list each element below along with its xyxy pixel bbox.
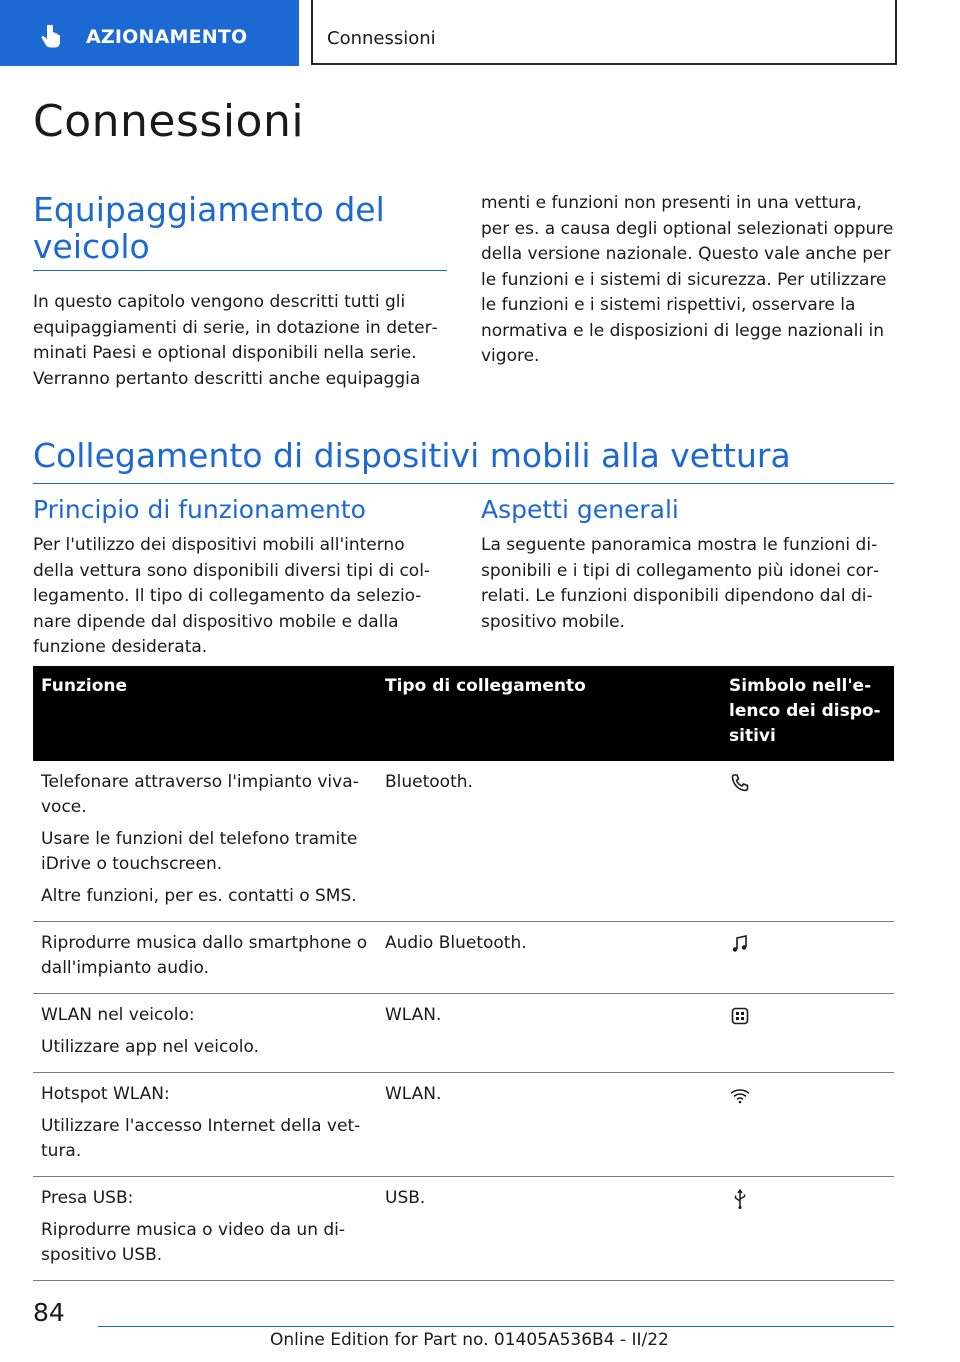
music-note-icon	[729, 933, 751, 955]
table-header-row	[33, 666, 894, 761]
funzione-line: Altre funzioni, per es. contatti o SMS.	[41, 886, 357, 906]
funzione-cell	[33, 922, 377, 994]
simbolo-cell	[721, 1177, 894, 1281]
equipment-rule	[33, 270, 447, 271]
usb-icon	[729, 1188, 751, 1210]
touch-hand-icon	[36, 22, 66, 52]
equipment-heading-line2: veicolo	[33, 227, 150, 266]
connection-heading: Collegamento di dispositivi mobili alla vettura	[33, 436, 791, 475]
header-funzione: Funzione	[33, 666, 377, 761]
page-number: 84	[33, 1298, 65, 1327]
wifi-icon	[729, 1084, 751, 1106]
tipo-cell: Audio Bluetooth.	[377, 922, 721, 994]
tipo-cell: WLAN.	[377, 1073, 721, 1177]
table-row	[33, 1177, 894, 1281]
funzione-line: Utilizzare l'accesso Internet della vettura.	[41, 1116, 361, 1161]
connections-table	[33, 666, 894, 1281]
chapter-box	[311, 0, 897, 65]
footer-rule	[98, 1326, 894, 1327]
funzione-line: Presa USB:	[41, 1188, 134, 1208]
simbolo-cell	[721, 1073, 894, 1177]
funzione-line: Hotspot WLAN:	[41, 1084, 170, 1104]
table-row	[33, 761, 894, 922]
header-simbolo: Simbolo nell'elenco dei dispositivi	[721, 666, 894, 761]
equipment-heading-line1: Equipaggiamento del	[33, 190, 385, 229]
funzione-line: Usare le funzioni del telefono tramite iDrive o touchscreen.	[41, 829, 358, 874]
equipment-text-right: menti e funzioni non presenti in una vettura, per es. a causa degli optional selezionati oppure della versione nazionale. Questo vale anche per le funzioni e i sistemi di sicurezza. Per utilizzare le funzioni e i sistemi rispettivi, osservare la normativa e le disposizioni di legge nazionali in vigore.	[481, 193, 894, 366]
funzione-cell	[33, 994, 377, 1073]
funzione-line: Riprodurre musica o video da un dispositivo USB.	[41, 1220, 346, 1265]
table-row	[33, 922, 894, 994]
section-tab[interactable]	[0, 0, 299, 66]
phone-icon	[729, 772, 751, 794]
tipo-cell: USB.	[377, 1177, 721, 1281]
simbolo-cell	[721, 761, 894, 922]
general-text: La seguente panoramica mostra le funzioni disponibili e i tipi di collegamento più idonei correlati. Le funzioni disponibili dipendono dal dispositivo mobile.	[481, 535, 880, 632]
tipo-cell: WLAN.	[377, 994, 721, 1073]
funzione-cell	[33, 1177, 377, 1281]
apps-icon	[729, 1005, 751, 1027]
chapter-label: Connessioni	[327, 28, 436, 49]
header-tipo: Tipo di collegamento	[377, 666, 721, 761]
connection-rule	[33, 483, 894, 484]
simbolo-cell	[721, 922, 894, 994]
general-heading: Aspetti generali	[481, 495, 679, 524]
equipment-text-left: In questo capitolo vengono descritti tutti gli equipaggiamenti di serie, in dotazione in determinati Paesi e optional disponibili nella serie. Verranno pertanto descritti anche equipaggia	[33, 292, 438, 389]
tipo-cell: Bluetooth.	[377, 761, 721, 922]
funzione-line: WLAN nel veicolo:	[41, 1005, 195, 1025]
page-title: Connessioni	[33, 96, 305, 147]
table-row	[33, 1073, 894, 1177]
funzione-line: Utilizzare app nel veicolo.	[41, 1037, 260, 1057]
funzione-cell	[33, 1073, 377, 1177]
simbolo-cell	[721, 994, 894, 1073]
funzione-cell	[33, 761, 377, 922]
section-label: AZIONAMENTO	[86, 26, 248, 48]
edition-note: Online Edition for Part no. 01405A536B4 - II/22	[270, 1330, 669, 1350]
principle-text: Per l'utilizzo dei dispositivi mobili all'interno della vettura sono disponibili diversi tipi di collegamento. Il tipo di collegamento da selezionare dipende dal dispositivo mobile e dalla funzione desiderata.	[33, 535, 431, 657]
funzione-line: Riprodurre musica dallo smartphone o dall'impianto audio.	[41, 933, 368, 978]
principle-heading: Principio di funzionamento	[33, 495, 366, 524]
table-row	[33, 994, 894, 1073]
funzione-line: Telefonare attraverso l'impianto vivavoce.	[41, 772, 359, 817]
equipment-heading	[33, 191, 385, 265]
